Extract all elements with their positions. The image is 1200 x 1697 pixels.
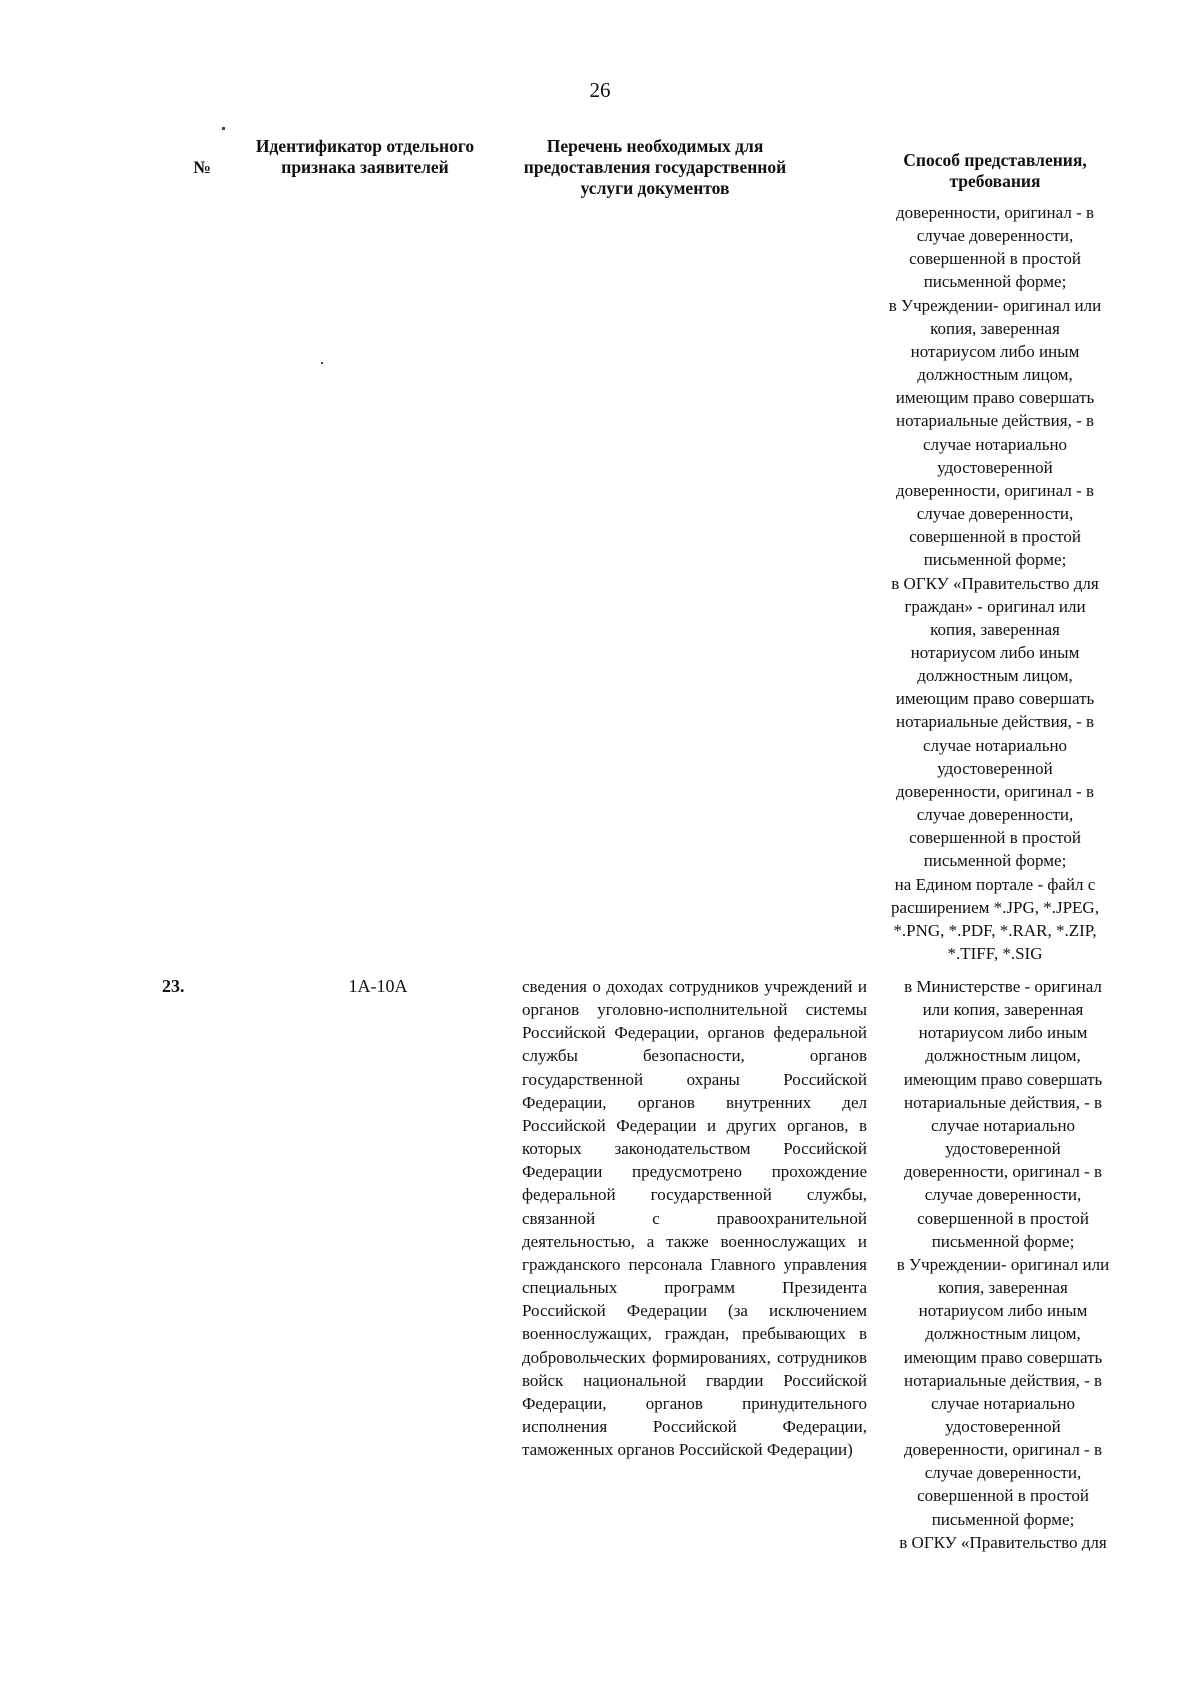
method-line: в ОГКУ «Правительство для bbox=[891, 573, 1099, 593]
method-line: совершенной в простой bbox=[917, 1486, 1089, 1506]
scan-speck bbox=[222, 127, 225, 130]
method-line: в Учреждении- оригинал или bbox=[888, 295, 1102, 315]
method-line: удостоверенной bbox=[945, 1139, 1061, 1159]
method-line: совершенной в простой bbox=[909, 828, 1081, 848]
method-line: копия, заверенная bbox=[930, 619, 1060, 639]
scan-speck bbox=[321, 362, 323, 364]
page-number: 26 bbox=[589, 78, 611, 102]
method-line: копия, заверенная bbox=[938, 1278, 1068, 1298]
row-documents: сведения о доходах сотрудников учреждений и органов уголовно-исполнительной системы Российской Федерации, органов федеральной службы безопасности, органов государственной охраны Российской Федерации, органов внутренних дел Российской Федерации и других органов, в которых законодательством Российской Федерации предусмотрено прохождение федеральной государственной службы, связанной с правоохранительной деятельностью, а также военнослужащих и гражданского персонала Главного управления специальных программ Президента Российской Федерации (за исключением военнослужащих, граждан, пребывающих в добровольческих формированиях, сотрудников войск национальной гвардии Российской Федерации, органов принудительного исполнения Российской Федерации, таможенных органов Российской Федерации) bbox=[522, 977, 867, 1460]
method-line: письменной форме; bbox=[931, 1509, 1075, 1529]
method-line: доверенности, оригинал - в bbox=[904, 1440, 1102, 1460]
method-line: граждан» - оригинал или bbox=[904, 596, 1086, 616]
method-line: случае доверенности, bbox=[916, 504, 1074, 524]
method-line: расширением *.JPG, *.JPEG, bbox=[891, 897, 1099, 917]
method-line: письменной форме; bbox=[923, 550, 1067, 570]
method-line: должностным лицом, bbox=[925, 1046, 1081, 1066]
method-line: нотариальные действия, - в bbox=[895, 411, 1095, 431]
method-line: имеющим право совершать bbox=[903, 1069, 1103, 1089]
method-line: совершенной в простой bbox=[909, 249, 1081, 269]
method-line: нотариусом либо иным bbox=[918, 1301, 1088, 1321]
method-line: *.PNG, *.PDF, *.RAR, *.ZIP, bbox=[893, 920, 1097, 940]
method-line: нотариальные действия, - в bbox=[903, 1370, 1103, 1390]
method-line: удостоверенной bbox=[937, 457, 1053, 477]
method-line: в Министерстве - оригинал bbox=[904, 977, 1102, 996]
method-line: должностным лицом, bbox=[917, 365, 1073, 385]
column-header-method: Способ представления, требования bbox=[903, 150, 1087, 191]
method-line: совершенной в простой bbox=[917, 1208, 1089, 1228]
row-identifier: 1А-10А bbox=[348, 976, 408, 996]
method-line: удостоверенной bbox=[945, 1416, 1061, 1436]
row-number: 23. bbox=[162, 976, 185, 996]
method-line: копия, заверенная bbox=[930, 318, 1060, 338]
method-line: письменной форме; bbox=[923, 851, 1067, 871]
column-header-documents: Перечень необходимых для предоставления государственной услуги документов bbox=[523, 136, 787, 198]
method-line: письменной форме; bbox=[923, 272, 1067, 292]
method-line: случае доверенности, bbox=[924, 1463, 1082, 1483]
method-line: случае доверенности, bbox=[916, 805, 1074, 825]
method-continuation-cell bbox=[860, 201, 1130, 965]
method-line: случае доверенности, bbox=[924, 1185, 1082, 1205]
method-line: или копия, заверенная bbox=[922, 1000, 1084, 1020]
column-header-number: № bbox=[193, 157, 211, 177]
method-line: случае нотариально bbox=[930, 1115, 1076, 1135]
method-line: нотариальные действия, - в bbox=[895, 712, 1095, 732]
method-line: доверенности, оригинал - в bbox=[896, 480, 1094, 500]
method-line: нотариусом либо иным bbox=[910, 642, 1080, 662]
method-line: на Едином портале - файл с bbox=[894, 874, 1096, 894]
method-line: нотариусом либо иным bbox=[918, 1023, 1088, 1043]
method-line: доверенности, оригинал - в bbox=[896, 203, 1094, 222]
method-line: нотариальные действия, - в bbox=[903, 1092, 1103, 1112]
method-line: нотариусом либо иным bbox=[910, 341, 1080, 361]
method-line: имеющим право совершать bbox=[895, 689, 1095, 709]
method-line: *.TIFF, *.SIG bbox=[947, 944, 1043, 963]
method-line: случае нотариально bbox=[930, 1393, 1076, 1413]
method-line: имеющим право совершать bbox=[895, 388, 1095, 408]
method-line: случае доверенности, bbox=[916, 226, 1074, 246]
method-line: доверенности, оригинал - в bbox=[904, 1162, 1102, 1182]
method-line: совершенной в простой bbox=[909, 527, 1081, 547]
column-header-identifier: Идентификатор отдельного признака заявителей bbox=[255, 136, 475, 177]
method-line: случае нотариально bbox=[922, 434, 1068, 454]
method-line: должностным лицом, bbox=[917, 666, 1073, 686]
method-line: удостоверенной bbox=[937, 758, 1053, 778]
method-line: случае нотариально bbox=[922, 735, 1068, 755]
row-method-cell bbox=[868, 975, 1138, 1554]
method-line: должностным лицом, bbox=[925, 1324, 1081, 1344]
method-line: доверенности, оригинал - в bbox=[896, 781, 1094, 801]
method-line: имеющим право совершать bbox=[903, 1347, 1103, 1367]
method-line: письменной форме; bbox=[931, 1231, 1075, 1251]
method-line: в Учреждении- оригинал или bbox=[896, 1254, 1110, 1274]
method-line: в ОГКУ «Правительство для bbox=[899, 1532, 1107, 1552]
